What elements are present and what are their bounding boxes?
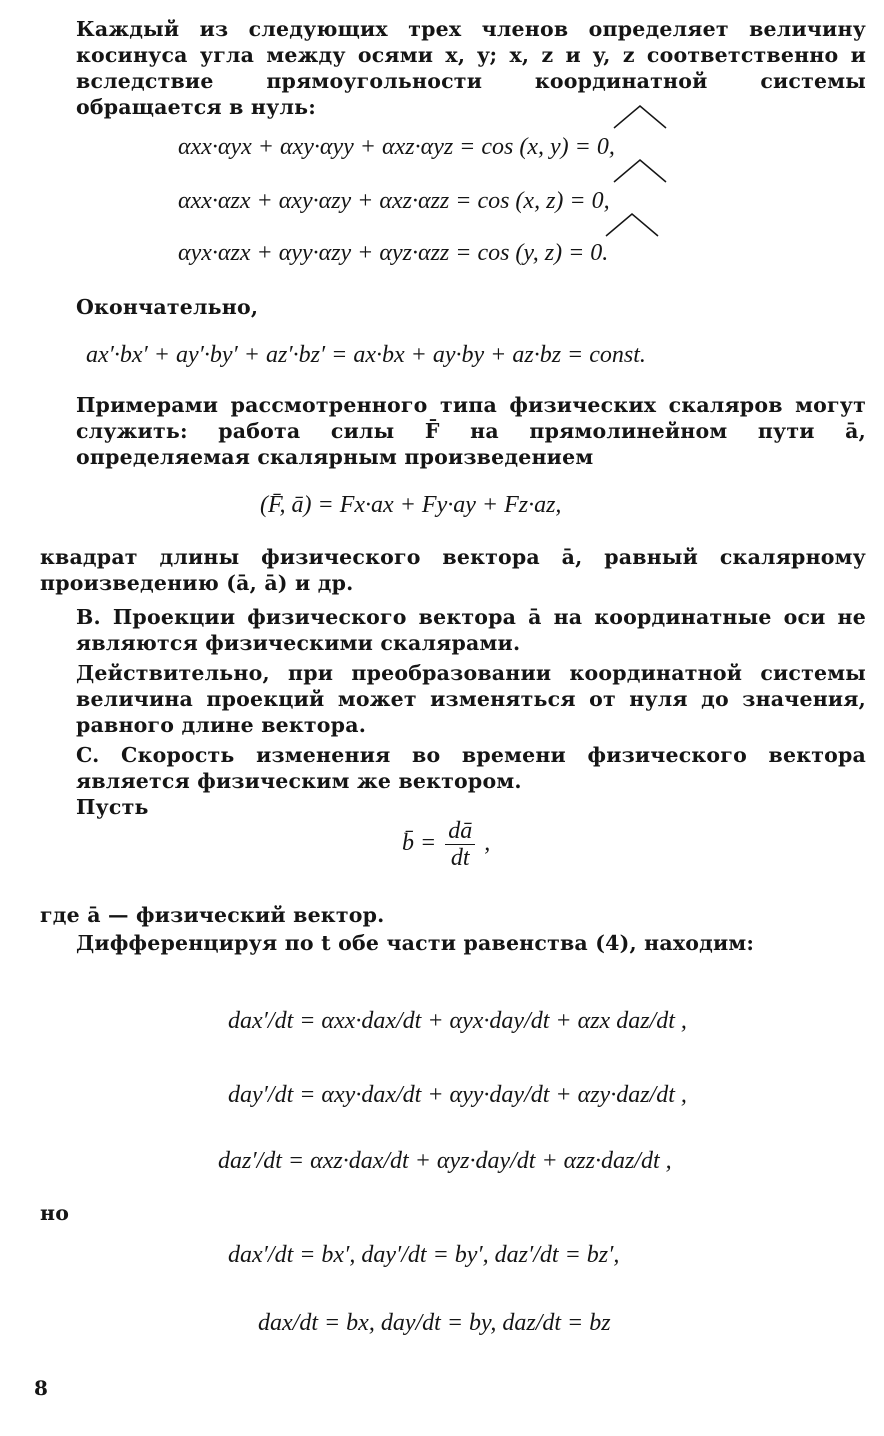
- paragraph-projection: Действительно, при преобразовании координатной системы величина проекций может изменяться от нуля до значения, равного длине вектора.: [76, 661, 866, 737]
- equation-derivative-z: daz′/dt = αxz·dax/dt + αyz·day/dt + αzz·daz/dt ,: [218, 1148, 672, 1174]
- equation-primed-b: dax′/dt = bx′, day′/dt = by′, daz′/dt = bz′,: [228, 1242, 620, 1268]
- angle-hat-mark: [612, 104, 668, 130]
- paragraph-finally: Окончательно,: [76, 295, 259, 319]
- paragraph-section-c: C. Скорость изменения во времени физического вектора является физическим же вектором.: [76, 743, 866, 793]
- paragraph-but: но: [40, 1201, 70, 1225]
- equation-work: (F̄, ā) = Fx·ax + Fy·ay + Fz·az,: [260, 492, 562, 518]
- angle-hat-mark: [604, 212, 660, 238]
- equation-cos-xz: αxx·αzx + αxy·αzy + αxz·αzz = cos (x, z) = 0,: [178, 188, 610, 214]
- paragraph-cosines-intro: Каждый из следующих трех членов определяет величину косинуса угла между осями x, y; x, z и y, z соответственно и вследствие прямоугольности координатной системы обращается в нуль:: [76, 17, 866, 119]
- paragraph-differentiating: Дифференцируя по t обе части равенства (4), находим:: [76, 931, 755, 955]
- paragraph-section-b: B. Проекции физического вектора ā на координатные оси не являются физическими скалярами.: [76, 605, 866, 655]
- fraction-da-dt: [445, 818, 475, 871]
- fraction-denominator: dt: [450, 845, 470, 871]
- equation-cos-yz: αyx·αzx + αyy·αzy + αyz·αzz = cos (y, z) = 0.: [178, 240, 609, 266]
- equation-b-derivative: [402, 818, 490, 871]
- paragraph-where-a: где ā — физический вектор.: [40, 903, 385, 927]
- equation-cos-xy: αxx·αyx + αxy·αyy + αxz·αyz = cos (x, y) = 0,: [178, 134, 615, 160]
- paragraph-let: Пусть: [76, 795, 149, 819]
- angle-hat-mark: [612, 158, 668, 184]
- equation-unprimed-b: dax/dt = bx, day/dt = by, daz/dt = bz: [258, 1310, 611, 1336]
- equation-invariant: ax′·bx′ + ay′·by′ + az′·bz′ = ax·bx + ay·by + az·bz = const.: [86, 342, 646, 368]
- paragraph-vector-length: квадрат длины физического вектора ā, равный скалярному произведению (ā, ā) и др.: [40, 545, 866, 595]
- page-number: 8: [34, 1376, 48, 1400]
- equation-b-lhs: b̄ =: [402, 830, 437, 857]
- equation-b-tail: ,: [484, 830, 491, 857]
- equation-derivative-y: day′/dt = αxy·dax/dt + αyy·day/dt + αzy·daz/dt ,: [228, 1082, 687, 1108]
- paragraph-scalar-examples: Примерами рассмотренного типа физических скаляров могут служить: работа силы F̄ на прямолинейном пути ā, определяемая скалярным произведением: [76, 393, 866, 469]
- equation-derivative-x: dax′/dt = αxx·dax/dt + αyx·day/dt + αzx daz/dt ,: [228, 1008, 687, 1034]
- fraction-numerator: dā: [445, 818, 475, 845]
